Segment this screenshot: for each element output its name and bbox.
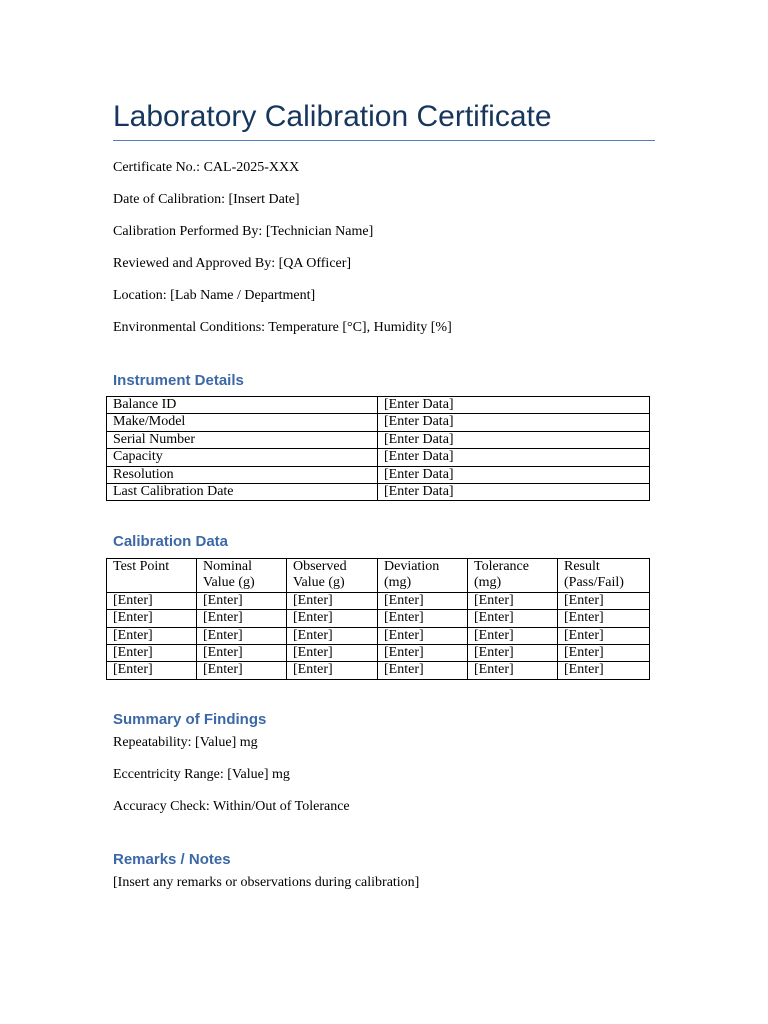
instrument-field-name: Capacity	[107, 449, 378, 466]
table-cell: [Enter]	[197, 627, 287, 644]
field-value: [Insert Date]	[228, 192, 300, 207]
field-value: Temperature [°C], Humidity [%]	[268, 320, 452, 335]
field-label: Location:	[113, 288, 167, 303]
column-header-test-point: Test Point	[107, 559, 197, 593]
document-title: Laboratory Calibration Certificate	[113, 99, 655, 141]
table-cell: [Enter]	[558, 610, 650, 627]
column-header-nominal-value: Nominal Value (g)	[197, 559, 287, 593]
table-row	[107, 431, 650, 448]
field-label: Certificate No.:	[113, 160, 201, 175]
accuracy-check-line	[113, 791, 350, 823]
field-label: Reviewed and Approved By:	[113, 256, 276, 271]
table-header-row	[107, 559, 650, 593]
summary-of-findings-heading: Summary of Findings	[113, 711, 267, 728]
calibration-data-table	[106, 558, 650, 680]
remarks-section	[113, 867, 419, 899]
instrument-field-name: Serial Number	[107, 431, 378, 448]
table-cell: [Enter]	[378, 662, 468, 679]
table-cell: [Enter]	[287, 610, 378, 627]
table-cell: [Enter]	[197, 645, 287, 662]
table-cell: [Enter]	[468, 610, 558, 627]
table-cell: [Enter]	[107, 627, 197, 644]
instrument-field-value: [Enter Data]	[378, 449, 650, 466]
table-cell: [Enter]	[107, 662, 197, 679]
table-cell: [Enter]	[378, 645, 468, 662]
table-cell: [Enter]	[287, 627, 378, 644]
table-cell: [Enter]	[558, 645, 650, 662]
summary-of-findings-list	[113, 727, 350, 823]
remarks-text: [Insert any remarks or observations during calibration]	[113, 875, 420, 890]
instrument-field-name: Make/Model	[107, 414, 378, 431]
field-value: [Value] mg	[227, 767, 290, 782]
table-row	[107, 610, 650, 627]
calibration-data-heading: Calibration Data	[113, 533, 229, 550]
calibration-date-line	[113, 184, 452, 216]
instrument-field-value: [Enter Data]	[378, 414, 650, 431]
table-cell: [Enter]	[378, 592, 468, 609]
field-value: [Value] mg	[195, 735, 258, 750]
table-row	[107, 662, 650, 679]
table-row	[107, 397, 650, 414]
field-label: Repeatability:	[113, 735, 192, 750]
table-row	[107, 627, 650, 644]
field-label: Date of Calibration:	[113, 192, 225, 207]
field-label: Eccentricity Range:	[113, 767, 224, 782]
repeatability-line	[113, 727, 350, 759]
table-cell: [Enter]	[378, 627, 468, 644]
field-label: Accuracy Check:	[113, 799, 210, 814]
table-cell: [Enter]	[197, 662, 287, 679]
field-value: [Technician Name]	[265, 224, 374, 239]
table-cell: [Enter]	[107, 592, 197, 609]
location-line	[113, 280, 452, 312]
instrument-details-heading: Instrument Details	[113, 372, 244, 389]
field-label: Environmental Conditions:	[113, 320, 266, 335]
performed-by-line	[113, 216, 452, 248]
table-cell: [Enter]	[558, 592, 650, 609]
instrument-field-name: Last Calibration Date	[107, 484, 378, 501]
table-row	[107, 466, 650, 483]
table-cell: [Enter]	[287, 645, 378, 662]
instrument-field-value: [Enter Data]	[378, 484, 650, 501]
table-cell: [Enter]	[107, 610, 197, 627]
field-label: Calibration Performed By:	[113, 224, 263, 239]
field-value: [Lab Name / Department]	[170, 288, 316, 303]
table-row	[107, 484, 650, 501]
table-row	[107, 592, 650, 609]
instrument-details-table	[106, 396, 650, 501]
table-cell: [Enter]	[197, 592, 287, 609]
table-cell: [Enter]	[468, 627, 558, 644]
certificate-header-fields	[113, 152, 452, 344]
column-header-deviation: Deviation (mg)	[378, 559, 468, 593]
table-cell: [Enter]	[197, 610, 287, 627]
field-value: CAL-2025-XXX	[203, 160, 300, 175]
certificate-number-line	[113, 152, 452, 184]
instrument-field-name: Resolution	[107, 466, 378, 483]
column-header-result: Result (Pass/Fail)	[558, 559, 650, 593]
table-cell: [Enter]	[378, 610, 468, 627]
eccentricity-range-line	[113, 759, 350, 791]
remarks-heading: Remarks / Notes	[113, 851, 231, 868]
instrument-field-value: [Enter Data]	[378, 431, 650, 448]
table-cell: [Enter]	[558, 662, 650, 679]
environmental-conditions-line	[113, 312, 452, 344]
field-value: [QA Officer]	[278, 256, 352, 271]
table-row	[107, 449, 650, 466]
table-cell: [Enter]	[287, 662, 378, 679]
table-cell: [Enter]	[468, 645, 558, 662]
table-cell: [Enter]	[558, 627, 650, 644]
table-cell: [Enter]	[468, 662, 558, 679]
table-cell: [Enter]	[468, 592, 558, 609]
instrument-field-value: [Enter Data]	[378, 466, 650, 483]
table-cell: [Enter]	[107, 645, 197, 662]
instrument-field-name: Balance ID	[107, 397, 378, 414]
column-header-tolerance: Tolerance (mg)	[468, 559, 558, 593]
table-cell: [Enter]	[287, 592, 378, 609]
table-row	[107, 645, 650, 662]
column-header-observed-value: Observed Value (g)	[287, 559, 378, 593]
instrument-field-value: [Enter Data]	[378, 397, 650, 414]
field-value: Within/Out of Tolerance	[213, 799, 350, 814]
table-row	[107, 414, 650, 431]
approved-by-line	[113, 248, 452, 280]
